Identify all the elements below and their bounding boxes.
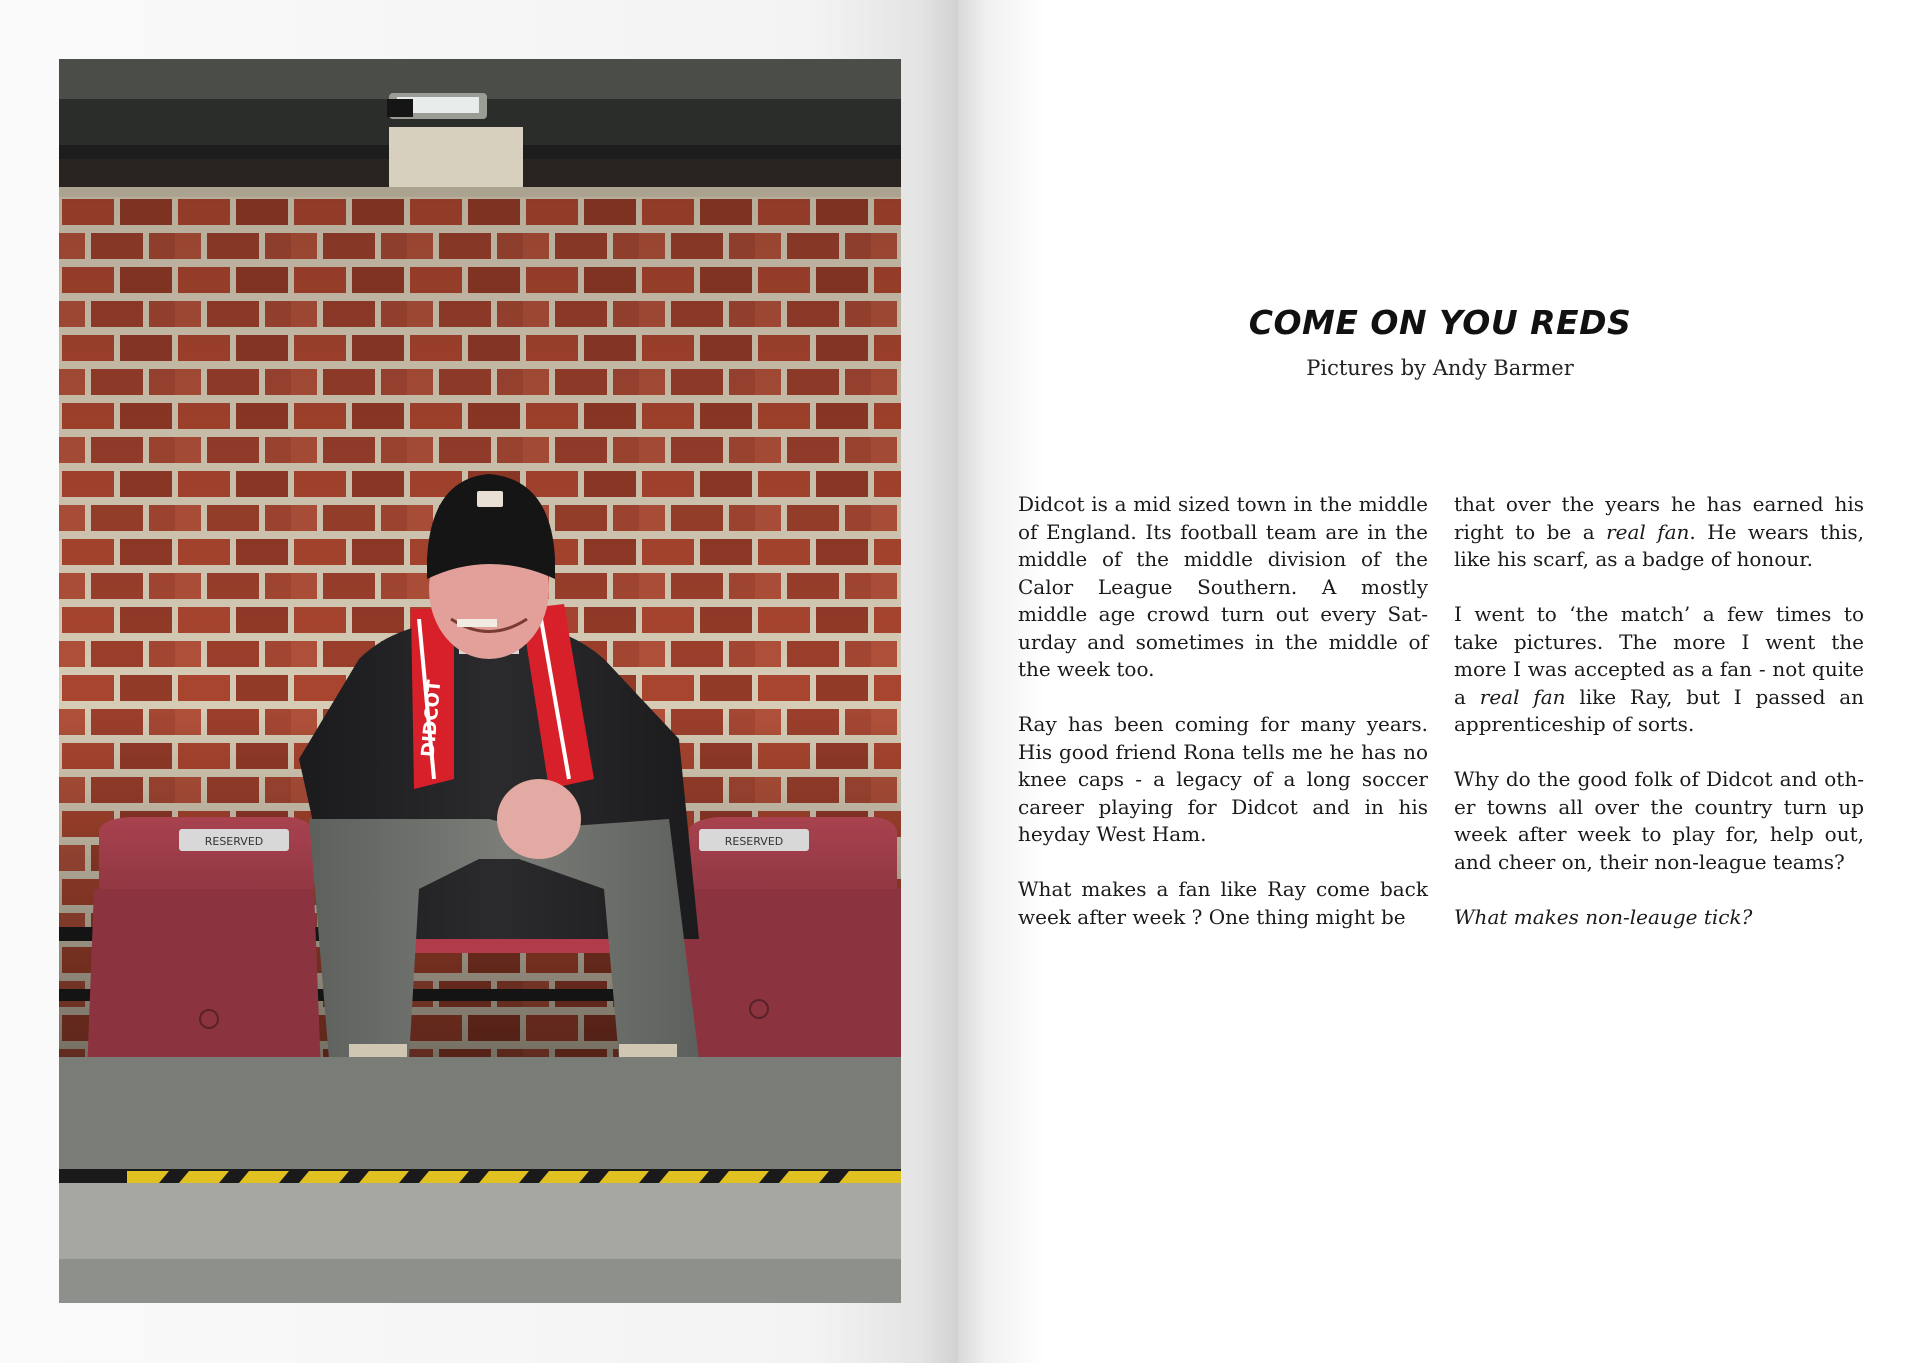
portrait-photo xyxy=(59,59,901,1303)
text-run: that over the years he has earned his right to be a xyxy=(1454,492,1864,544)
article-title: COME ON YOU REDS xyxy=(1248,303,1632,342)
scarf-text: DIDCOT xyxy=(417,679,446,758)
paragraph: Ray has been coming for many years. His good friend Rona tells me he has no knee caps - a legacy of a long soccer career playing for Didcot and in his heyday West Ham. xyxy=(1018,712,1428,846)
hazard-stripe xyxy=(127,1171,901,1183)
emphasis-text: What makes non-leauge tick? xyxy=(1454,904,1753,929)
paragraph xyxy=(1454,601,1864,739)
text-column-2 xyxy=(1454,491,1864,959)
article-byline: Pictures by Andy Barmer xyxy=(1306,356,1574,380)
seat-label-left: RESERVED xyxy=(204,835,264,848)
seat-label-right: RESERVED xyxy=(724,835,784,848)
paragraph: Didcot is a mid sized town in the middle of England. Its football team are in the middle of the middle division of the Calor League Southern. A mostly middle age crowd turn out every Saturday and sometimes in the middle of the week too. xyxy=(1018,492,1428,681)
paragraph: What makes a fan like Ray come back week after week ? One thing might be xyxy=(1018,877,1428,929)
seat-left xyxy=(87,817,321,1074)
junction-box xyxy=(389,127,523,187)
text-run: like Ray, but I passed an apprenticeship of sorts. xyxy=(1454,684,1865,736)
emphasis-text: real fan xyxy=(1606,519,1690,544)
paragraph: Why do the good folk of Didcot and other towns all over the country turn up week after week to play for, help out, and cheer on, their non-league teams? xyxy=(1454,767,1864,874)
paragraph xyxy=(1454,491,1864,574)
text-run: I went to ‘the match’ a few times to take pictures. The more I went the more I was accepted as a fan - not quite a xyxy=(1454,602,1864,709)
emphasis-text: real fan xyxy=(1479,684,1566,709)
text-run: . He wears this, like his scarf, as a badge of honour. xyxy=(1454,519,1864,571)
seat-right xyxy=(679,817,901,1074)
closing-question xyxy=(1454,904,1864,932)
text-column-1 xyxy=(1018,491,1428,959)
left-page xyxy=(0,0,958,1363)
